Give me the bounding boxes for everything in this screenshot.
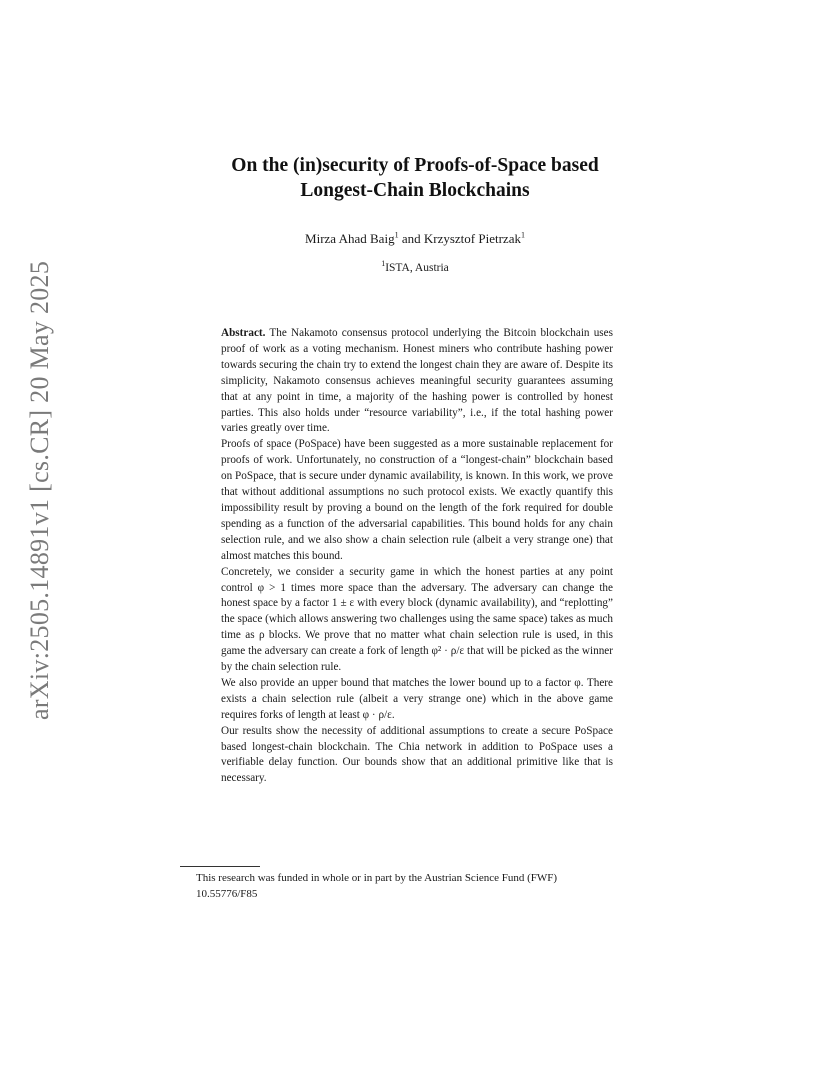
abstract-paragraph: Our results show the necessity of additional assumptions to create a secure PoSpace based longest-chain blockchain. The Chia network in addition to PoSpace uses a verifiable delay function. Our bounds show that an additional primitive like that is necessary. <box>221 724 613 785</box>
paper-title <box>160 153 670 203</box>
abstract-paragraph: We also provide an upper bound that matches the lower bound up to a factor φ. There exists a chain selection rule (albeit a very strange one) which in the above game requires forks of length at least φ · ρ/ε. <box>221 676 613 721</box>
abstract <box>221 326 613 787</box>
footnote-line-2: 10.55776/F85 <box>196 887 258 900</box>
abstract-paragraph: Proofs of space (PoSpace) have been suggested as a more sustainable replacement for proofs of work. Unfortunately, no construction of a “longest-chain” blockchain based on PoSpace, that is secure under dynamic availability, is known. In this work, we prove that without additional assumptions no such protocol exists. We exactly quantify this impossibility result by proving a bound on the length of the fork required for double spending as a function of the adversarial capabilities. This bound holds for any chain selection rule, and we also show a chain selection rule (albeit a very strange one) that almost matches this bound. <box>221 438 613 562</box>
footnote-rule <box>180 866 260 867</box>
footnote-line-1: This research was funded in whole or in part by the Austrian Science Fund (FWF) <box>196 872 558 884</box>
title-line-1: On the (in)security of Proofs-of-Space based <box>231 155 599 176</box>
arxiv-identifier: arXiv:2505.14891v1 [cs.CR] 20 May 2025 <box>25 260 54 720</box>
affiliation-mark: 1 <box>394 230 399 240</box>
title-line-2: Longest-Chain Blockchains <box>300 180 530 201</box>
affiliation-mark: 1 <box>381 259 386 269</box>
affiliation-mark: 1 <box>520 230 525 240</box>
author-name: Krzysztof Pietrzak <box>423 231 521 246</box>
footnote <box>196 871 666 902</box>
affiliation-name: ISTA, Austria <box>385 262 449 274</box>
author-name: Mirza Ahad Baig <box>305 231 395 246</box>
abstract-text: The Nakamoto consensus protocol underlying the Bitcoin blockchain uses proof of work as a voting mechanism. Honest miners who contribute hashing power towards securing the chain try to extend the longest chain they are aware of. Despite its simplicity, Nakamoto consensus achieves meaningful security guarantees assuming that at any point in time, a majority of the hashing power is controlled by honest parties. This also holds under “resource variability”, i.e., if the total hashing power varies greatly over time. <box>221 327 613 435</box>
affiliation <box>160 260 670 276</box>
abstract-paragraph <box>221 326 613 437</box>
abstract-label: Abstract. <box>221 327 266 339</box>
author-list <box>160 230 670 248</box>
abstract-paragraph: Concretely, we consider a security game in which the honest parties at any point control φ > 1 times more space than the adversary. The adversary can change the honest space by a factor 1 ± ε with every block (dynamic availability), and “replotting” the space (which allows answering two challenges using the same space) takes as much time as ρ blocks. We prove that no matter what chain selection rule is used, in this game the adversary can create a fork of length φ² · ρ/ε that will be picked as the winner by the chain selection rule. <box>221 565 613 674</box>
author-separator: and <box>398 231 424 246</box>
